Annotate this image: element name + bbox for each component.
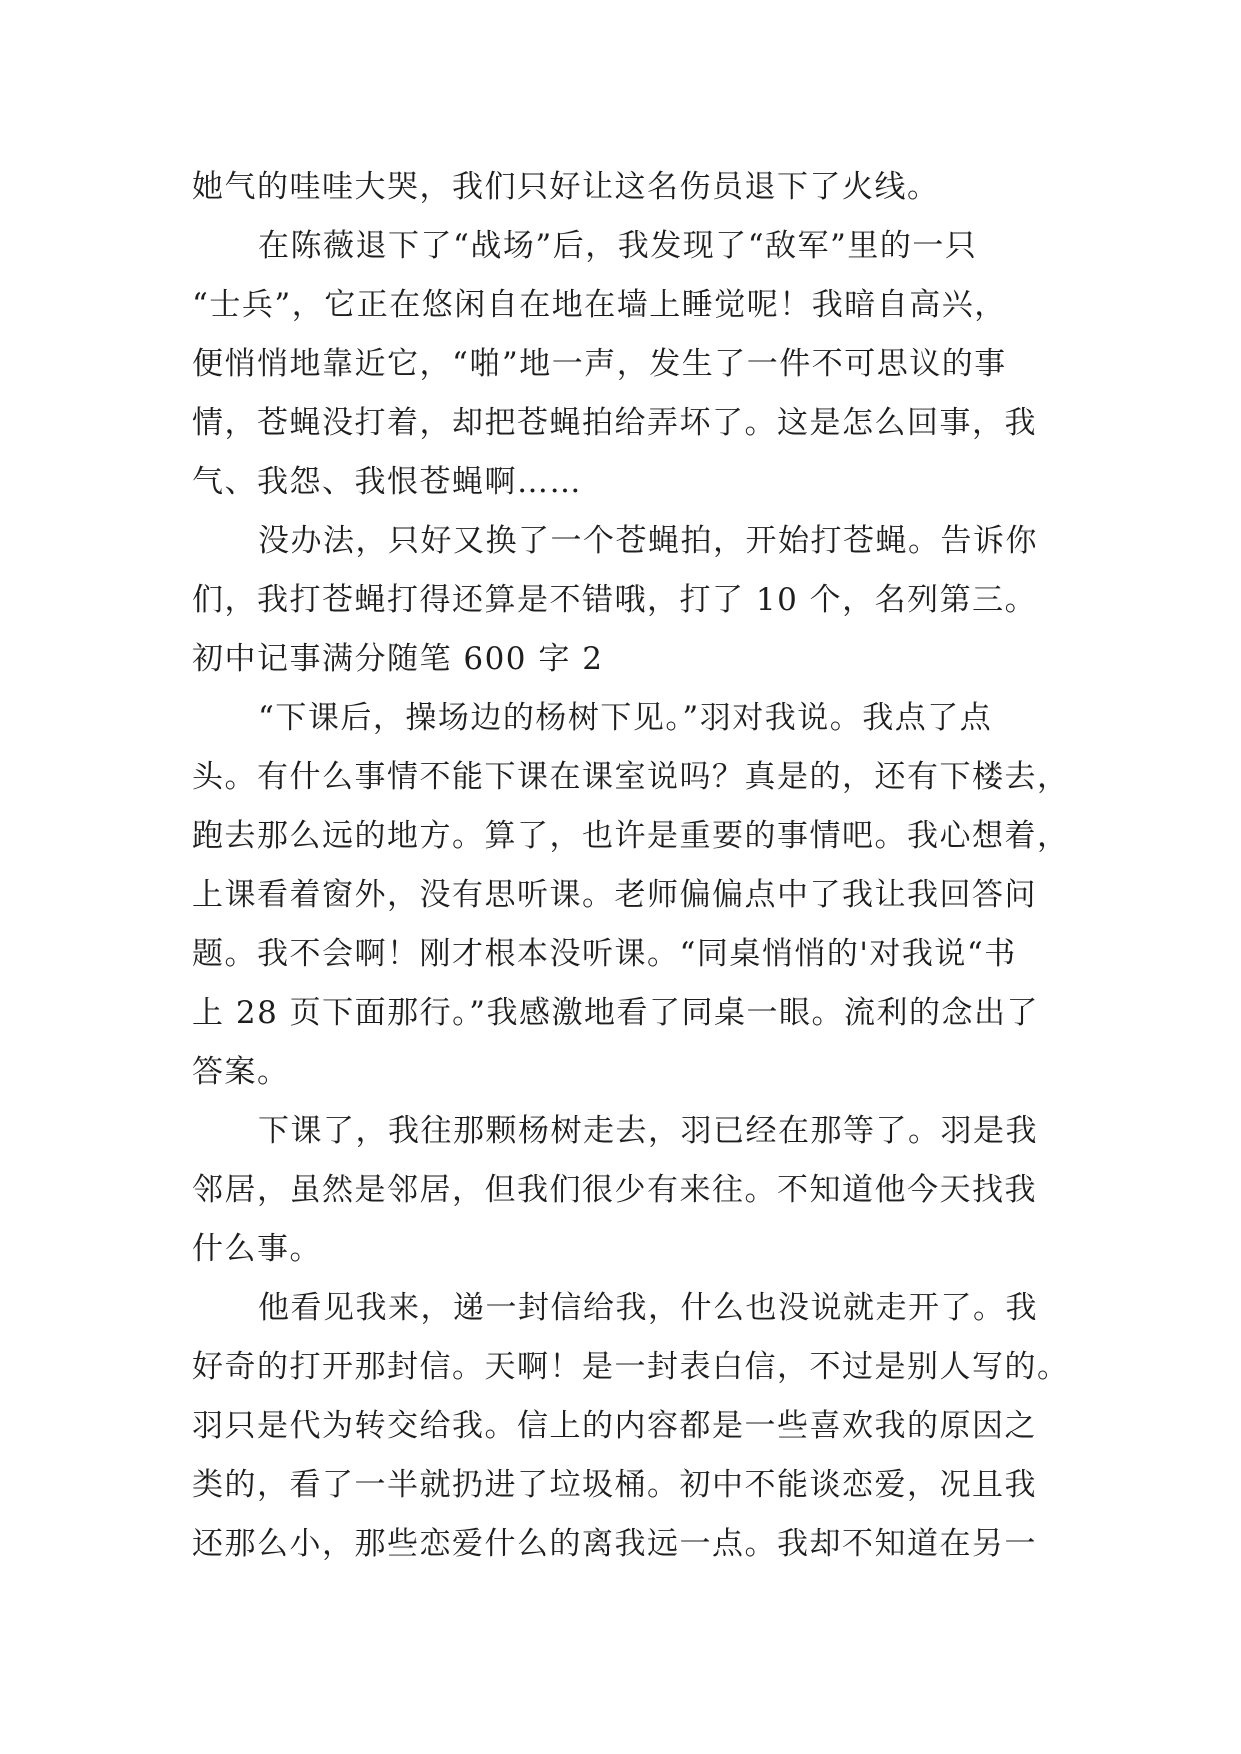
paragraph-1 [192,158,1058,217]
text-line: 题。我不会啊！刚才根本没听课。“同桌悄悄的'对我说“书 [192,936,1017,972]
text-line: 跑去那么远的地方。算了，也许是重要的事情吧。我心想着， [192,818,1070,854]
paragraph-5 [192,1102,1058,1279]
paragraph-4 [192,689,1070,1102]
text-line: 们，我打苍蝇打得还算是不错哦，打了 10 个，名列第三。 [192,582,1038,618]
text-line: 类的，看了一半就扔进了垃圾桶。初中不能谈恋爱，况且我 [192,1467,1037,1503]
text-line: 什么事。 [192,1231,322,1267]
section-heading [192,630,1058,689]
text-line: 没办法，只好又换了一个苍蝇拍，开始打苍蝇。告诉你 [258,523,1038,559]
text-line: 上 28 页下面那行。”我感激地看了同桌一眼。流利的念出了 [192,995,1039,1031]
text-line: 上课看着窗外，没有思听课。老师偏偏点中了我让我回答问 [192,877,1037,913]
text-line: 头。有什么事情不能下课在课室说吗？真是的，还有下楼去， [192,759,1070,795]
text-line: “下课后，操场边的杨树下见。”羽对我说。我点了点 [258,700,993,736]
text-line: 答案。 [192,1054,290,1090]
text-line: 还那么小，那些恋爱什么的离我远一点。我却不知道在另一 [192,1526,1037,1562]
text-line: 气、我怨、我恨苍蝇啊…… [192,464,582,500]
document-body [192,158,1070,1574]
heading-text: 初中记事满分随笔 600 字 2 [192,641,604,677]
text-line: 情，苍蝇没打着，却把苍蝇拍给弄坏了。这是怎么回事，我 [192,405,1037,441]
text-line: 邻居，虽然是邻居，但我们很少有来往。不知道他今天找我 [192,1172,1037,1208]
text-line: 羽只是代为转交给我。信上的内容都是一些喜欢我的原因之 [192,1408,1037,1444]
text-line: 下课了，我往那颗杨树走去，羽已经在那等了。羽是我 [258,1113,1038,1149]
text-line: 在陈薇退下了“战场”后，我发现了“敌军”里的一只 [258,228,978,264]
text-line: 好奇的打开那封信。天啊！是一封表白信，不过是别人写的。 [192,1349,1070,1385]
text-line: 便悄悄地靠近它，“啪”地一声，发生了一件不可思议的事 [192,346,1007,382]
text-line: “士兵”，它正在悠闲自在地在墙上睡觉呢！我暗自高兴， [192,287,1007,323]
paragraph-6 [192,1279,1070,1574]
text-line: 他看见我来，递一封信给我，什么也没说就走开了。我 [258,1290,1038,1326]
paragraph-3 [192,512,1058,630]
text-line: 她气的哇哇大哭，我们只好让这名伤员退下了火线。 [192,169,940,205]
paragraph-2 [192,217,1058,512]
